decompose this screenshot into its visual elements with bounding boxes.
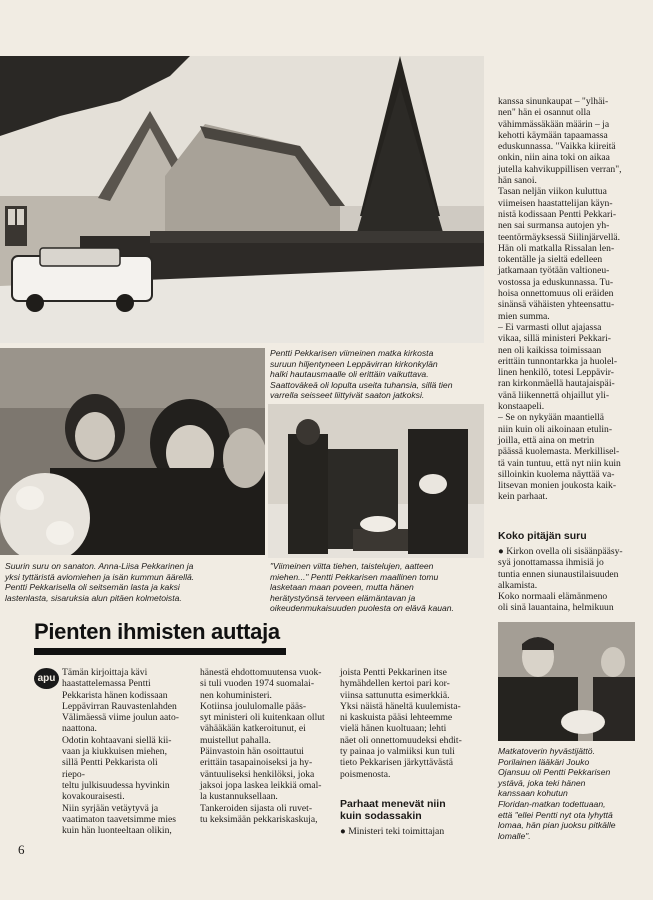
photo-friend <box>498 622 635 741</box>
caption-friend: Matkatoverin hyvästijättö. Porilainen lääkäri Jouko Ojansuu oli Pentti Pekkarisen ystävä, joka teki hänen kanssaan kohutun Floridan-matkan todettuaan, että "ellei Pentti nyt ota lyhyttä lomaa, hän pian juoksu pitkälle lomalle". <box>498 746 616 841</box>
subheading-parhaat: Parhaat menevät niin kuin sodassakin <box>340 798 446 822</box>
article-column-2: hänestä ehdottomuutensa vuok- si tuli vuoden 1974 suomalai- nen kohuministeri. Kotiinsa joululomalle pääs- syt ministeri oli kuitenkaan ollut vähääkään katkeroitunut, ei muistellut pahalla. Päinvastoin hän osoittautui erittäin tasapainoiseksi ja hy- väntuuliseksi henkilöksi, joka jaksoi jopa laskea leikkiä omal- la kustannuksellaan. Tankeroiden sijasta oli ruvet- tu keksimään pekkariskaskuja, <box>200 667 325 825</box>
page-number: 6 <box>18 842 25 857</box>
photo-widow-grave <box>0 348 265 555</box>
caption-widow: Suurin suru on sanaton. Anna-Liisa Pekkarinen ja yksi tyttäristä aviomiehen ja isän kummun äärellä. Pentti Pekkarisella oli seitsemän lasta ja kaksi lastenlasta, sisaruksia alun pitäen kolmetoista. <box>5 561 195 603</box>
apu-logo: apu <box>34 668 59 689</box>
article-column-3: joista Pentti Pekkarinen itse hymähdellen kertoi pari kor- viinsa sattunutta esimerkkiä. Yksi näistä häneltä kuulemista- ni kaskuista pääsi lehteemme vielä hänen kuoltuaan; lehti näet oli onnettomuudeksi ehdit- ty painaa jo valmiiksi kun tuli tieto Pekkarisen järkyttävästä poismenosta. <box>340 667 462 780</box>
right-column-text-2: ● Kirkon ovella oli sisäänpääsy- syä jonottamassa ihmisiä jo tuntia ennen siunaustilaisuuden alkamista. Koko normaali elämänmeno oli sinä lauantaina, helmikuun <box>498 546 623 614</box>
subheading-koko-pitajan-suru: Koko pitäjän suru <box>498 530 587 542</box>
headline-rule <box>34 648 286 655</box>
photo-casket <box>268 404 484 558</box>
article-column-3-end: ● Ministeri teki toimittajan <box>340 826 445 837</box>
caption-casket: "Viimeinen viitta tiehen, taistelujen, aatteen miehen..." Pentti Pekkarisen maallinen tomu lasketaan maan poveen, mutta hänen herätystyönsä terveen elämäntavan ja oikeudenmukaisuuden puolesta on elävä kauan. <box>270 561 454 614</box>
right-column-text-1: kanssa sinunkaupat – "ylhäi- nen" hän ei osannut olla vähimmässäkään määrin – ja kehotti käymään tapaamassa eduskunnassa. "Vaikka kiireitä onkin, niin aina toki on aikaa jutella kahvikuppillisen verran", hän sanoi. Tasan neljän viikon kuluttua viimeisen haastattelijan käyn- nistä kodissaan Pentti Pekkari- nen sai surmansa autojen yh- teentörmäyksessä Siilinjärvellä. Hän oli matkalla Rissalan len- tokentälle ja sieltä edelleen jatkamaan työtään valtioneu- vostossa ja eduskunnassa. Tu- hoisa onnettomuus oli eräiden sinänsä vähäisten yhteensattu- mien summa. – Ei varmasti ollut ajajassa vikaa, sillä ministeri Pekkari- nen oli kaikissa toimissaan erittäin tunnontarkka ja huolel- linen henkilö, totesi Leppävir- ran kirkonmäellä hautajaispäi- vänä liikennettä ohjaillut yli- konstaapeli. – Se on nykyään maantiellä niin kuin oli aikoinaan etulin- joilla, että aina on metrin päässä kuolemasta. Merkillisel- tä vain tuntuu, että nyt niin kuin silloinkin kuolema näyttää va- litsevan monien joukosta kaik- kein parhaat. <box>498 96 622 503</box>
photo-funeral-procession <box>0 56 484 343</box>
caption-funeral-procession: Pentti Pekkarisen viimeinen matka kirkosta suruun hiljentyneen Leppävirran kirkonkylän halki hautausmaalle oli erittäin vaikuttava. Saattoväkeä oli lopulta useita tuhansia, sillä tien varrella seisseet liittyivät saaton jatkoksi. <box>270 348 453 401</box>
article-headline: Pienten ihmisten auttaja <box>34 619 280 644</box>
article-column-1: Tämän kirjoittaja kävi haastattelemassa Pentti Pekkarista hänen kodissaan Leppävirran Rauvastenlahden Välimäessä viime joulun aato- naattona. Odotin kohtaavani siellä kii- vaan ja kiukkuisen miehen, sillä Pentti Pekkarista oli riepo- teltu julkisuudessa hyvinkin kovakouraisesti. Niin syrjään vetäytyvä ja vaatimaton taavetsimme mies kuin hän luonteeltaan olikin, <box>62 667 179 837</box>
